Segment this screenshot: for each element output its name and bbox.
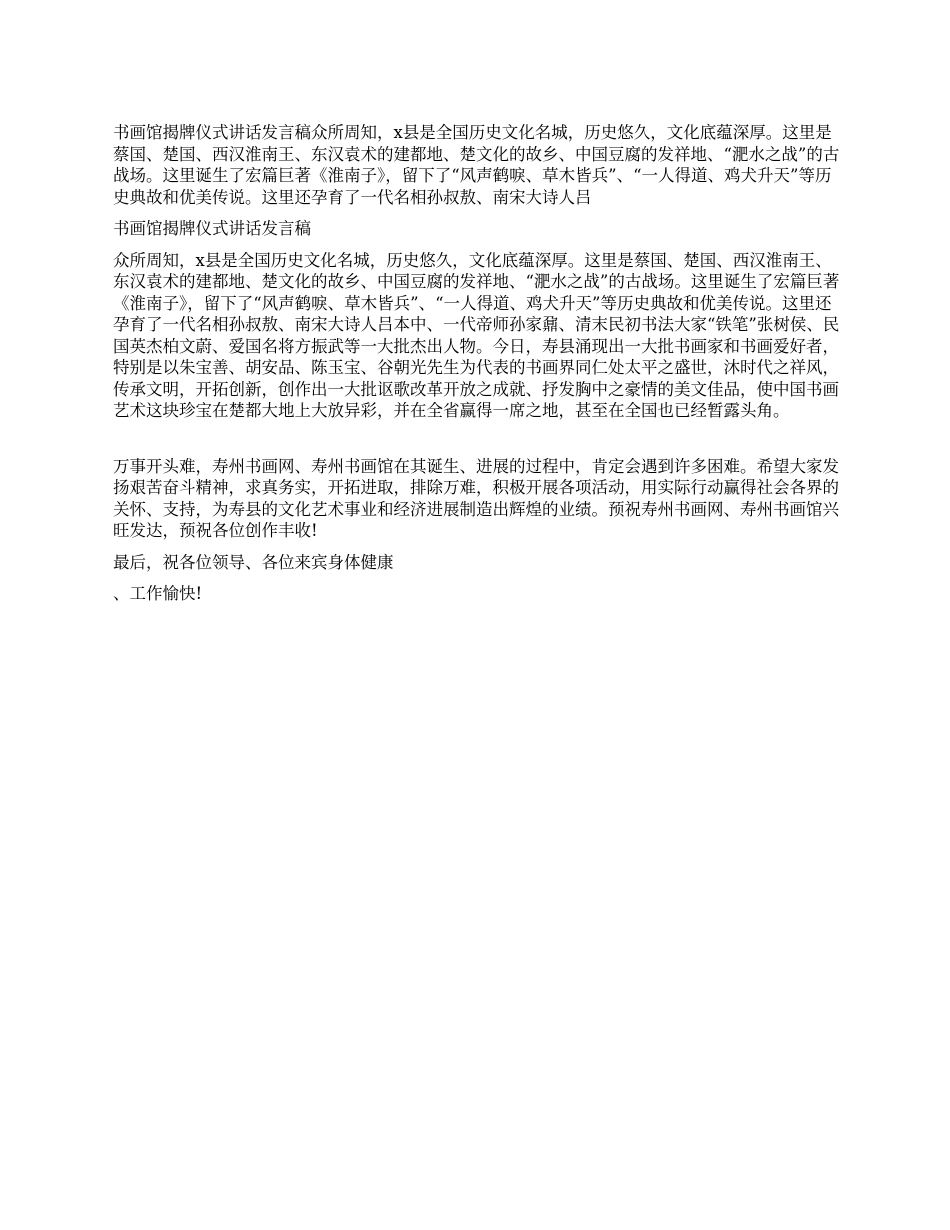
paragraph-spacer	[113, 542, 843, 552]
document-body	[113, 122, 843, 605]
intro-paragraph: 书画馆揭牌仪式讲话发言稿众所周知，x县是全国历史文化名城，历史悠久，文化底蕴深厚。这里是蔡国、楚国、西汉淮南王、东汉袁术的建都地、楚文化的故乡、中国豆腐的发祥地、“淝水之战”的古战场。这里诞生了宏篇巨著《淮南子》，留下了“风声鹤唳、草木皆兵”、“一人得道、鸡犬升天”等历史典故和优美传说。这里还孕育了一代名相孙叔敖、南宋大诗人吕	[113, 123, 840, 207]
closing-line-end: 、工作愉快!	[113, 584, 203, 603]
closing-line: 最后，祝各位领导、各位来宾身体健康	[113, 552, 394, 572]
history-paragraph: 众所周知，x县是全国历史文化名城，历史悠久，文化底蕴深厚。这里是蔡国、楚国、西汉淮南王、东汉袁术的建都地、楚文化的故乡、中国豆腐的发祥地、“淝水之战”的古战场。这里诞生了宏篇巨著《淮南子》，留下了“风声鹤唳、草木皆兵”、“一人得道、鸡犬升天”等历史典故和优美传说。这里还孕育了一代名相孙叔敖、南宋大诗人吕本中、一代帝师孙家鼐、清末民初书法大家“铁笔”张树侯、民国英杰柏文蔚、爱国名将方振武等一大批杰出人物。今日，寿县涌现出一大批书画家和书画爱好者，特别是以朱宝善、胡安品、陈玉宝、谷朝光先生为代表的书画界同仁处太平之盛世，沐时代之祥风，传承文明，开拓创新，创作出一大批讴歌改革开放之成就、抒发胸中之豪情的美文佳品，使中国书画艺术这块珍宝在楚都大地上大放异彩，并在全省赢得一席之地，甚至在全国也已经暂露头角。	[113, 250, 840, 420]
wishes-paragraph: 万事开头难，寿州书画网、寿州书画馆在其诞生、进展的过程中，肯定会遇到许多困难。希望大家发扬艰苦奋斗精神，求真务实，开拓进取，排除万难，积极开展各项活动，用实际行动赢得社会各界的关怀、支持，为寿县的文化艺术事业和经济进展制造出辉煌的业绩。预祝寿州书画网、寿州书画馆兴旺发达，预祝各位创作丰收!	[113, 456, 839, 540]
paragraph-spacer	[113, 573, 843, 583]
paragraph-spacer	[113, 208, 843, 218]
paragraph-spacer	[113, 422, 843, 456]
document-title: 书画馆揭牌仪式讲话发言稿	[113, 219, 311, 238]
paragraph-spacer	[113, 240, 843, 250]
